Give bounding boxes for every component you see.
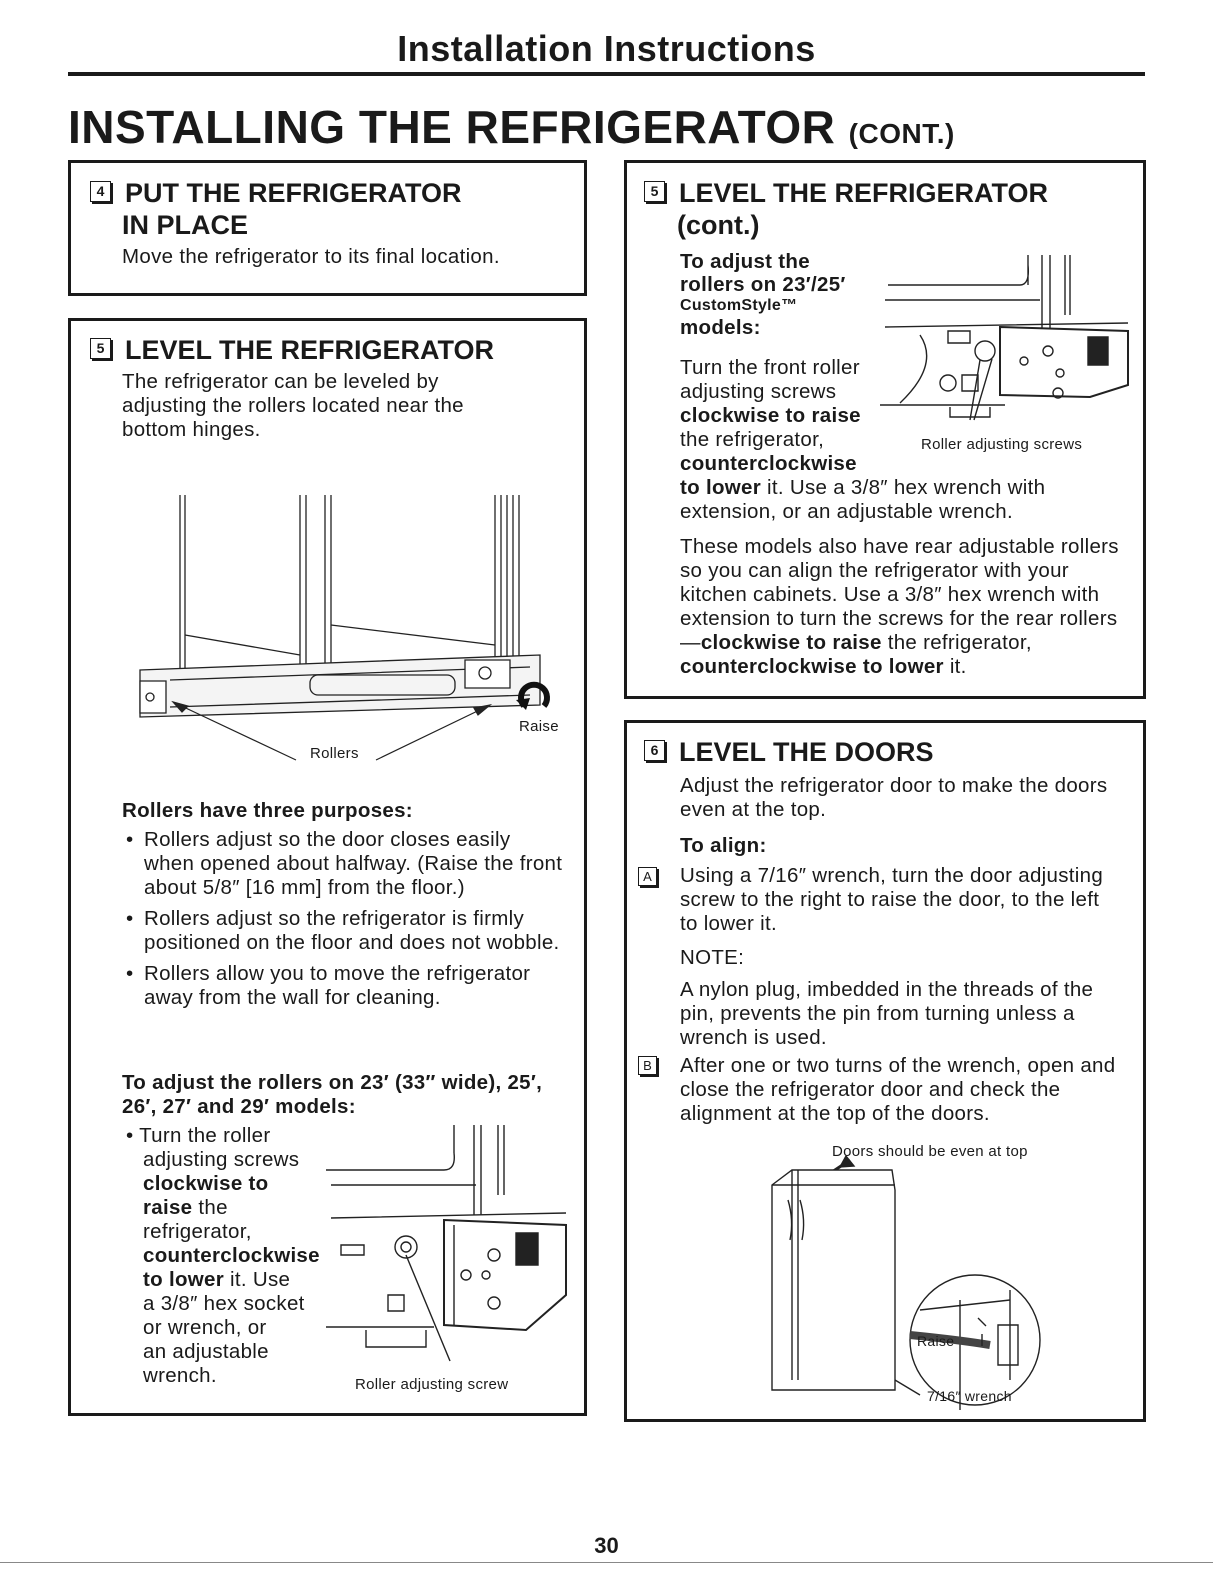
rear-rollers-part: it. <box>943 655 967 678</box>
customstyle-line: counterclockwise <box>680 452 857 475</box>
adjust-line: it. Use <box>224 1268 291 1291</box>
purpose-item: • Rollers adjust so the door closes easily when opened about halfway. (Raise the front about 5/8″ [16 mm] from the floor.) <box>124 828 564 900</box>
customstyle-heading-line: models: <box>680 316 761 339</box>
adjust-line: wrench. <box>143 1364 217 1387</box>
step-b-marker: B <box>638 1056 657 1075</box>
step5-intro: The refrigerator can be leveled by adjusting the rollers located near the bottom hinges. <box>122 370 464 441</box>
step5-cont-title-line2: (cont.) <box>677 210 760 240</box>
step4-number: 4 <box>90 181 111 202</box>
step-a-marker: A <box>638 867 657 886</box>
step6-number: 6 <box>644 740 665 761</box>
step4-title-line2: IN PLACE <box>122 210 249 240</box>
customstyle-roller-illustration <box>880 255 1130 435</box>
step5-title <box>90 334 494 366</box>
adjust-line: an adjustable <box>143 1340 269 1363</box>
note-heading: NOTE: <box>680 946 745 969</box>
customstyle-line: extension, or an adjustable wrench. <box>680 500 1014 523</box>
page-heading-main: INSTALLING THE REFRIGERATOR <box>68 101 836 153</box>
rollers-label: Rollers <box>310 745 359 762</box>
bottom-rule <box>0 1562 1213 1563</box>
step4-title <box>90 177 462 241</box>
adjust-line: refrigerator, <box>143 1220 252 1243</box>
customstyle-heading-line: CustomStyle™ <box>680 297 798 314</box>
page-heading-cont: (CONT.) <box>848 118 955 149</box>
adjust-line: the <box>192 1196 228 1219</box>
roller-screw-caption: Roller adjusting screw <box>355 1376 509 1393</box>
roller-screw-illustration <box>326 1125 576 1375</box>
step5-cont-number: 5 <box>644 181 665 202</box>
purpose-item: • Rollers allow you to move the refrigerator away from the wall for cleaning. <box>124 962 564 1010</box>
purposes-list <box>124 828 564 1017</box>
customstyle-line: to lower <box>680 476 761 499</box>
adjust-line: Turn the roller <box>139 1124 271 1147</box>
adjust-line: a 3/8″ hex socket <box>143 1292 305 1315</box>
wrench-label: 7/16″ wrench <box>927 1388 1012 1404</box>
customstyle-line: clockwise to raise <box>680 404 861 427</box>
adjust-rollers-heading: To adjust the rollers on 23′ (33″ wide), 25′, 26′, 27′ and 29′ models: <box>122 1071 543 1118</box>
step5-cont-title-line1: LEVEL THE REFRIGERATOR <box>679 178 1049 208</box>
step5-number: 5 <box>90 338 111 359</box>
step-a-text: Using a 7/16″ wrench, turn the door adjusting screw to the right to raise the door, to the left to lower it. <box>680 864 1104 935</box>
adjust-line: to lower <box>143 1268 224 1291</box>
rear-rollers-part: These models also have rear adjustable rollers so you can align the refrigerator with your kitchen cabinets. Use a 3/8″ hex wrench with extension to turn the screws for the rear rollers— <box>680 535 1119 654</box>
rear-rollers-part: the refrigerator, <box>881 631 1032 654</box>
step6-title-text: LEVEL THE DOORS <box>679 737 934 767</box>
header-title: Installation Instructions <box>397 28 816 69</box>
page-heading <box>68 100 955 154</box>
page-number: 30 <box>594 1533 619 1558</box>
step5-title-text: LEVEL THE REFRIGERATOR <box>125 335 495 365</box>
step5-cont-title <box>644 177 1048 241</box>
adjust-line: clockwise to <box>143 1172 269 1195</box>
rear-rollers-part: counterclockwise to lower <box>680 655 944 678</box>
customstyle-line: the refrigerator, <box>680 428 825 451</box>
note-text: A nylon plug, imbedded in the threads of the pin, prevents the pin from turning unless a wrench is used. <box>680 978 1094 1049</box>
rear-rollers-part: clockwise to raise <box>700 631 882 654</box>
to-align-heading: To align: <box>680 834 767 857</box>
customstyle-heading-line: To adjust the <box>680 250 810 273</box>
adjust-rollers-text: • Turn the roller adjusting screws clockwise to raise the refrigerator, counterclockwise to lower it. Use a 3/8″ hex socket or wrench, or an adjustable wrench. <box>126 1124 331 1388</box>
raise-label: Raise <box>519 718 559 735</box>
customstyle-line: it. Use a 3/8″ hex wrench with <box>761 476 1046 499</box>
adjust-line: adjusting screws <box>143 1148 300 1171</box>
adjust-line: counterclockwise <box>143 1244 320 1267</box>
doors-even-label: Doors should be even at top <box>832 1143 1028 1160</box>
header-rule <box>68 72 1145 76</box>
step4-text: Move the refrigerator to its final location. <box>122 245 500 268</box>
purpose-item: • Rollers adjust so the refrigerator is firmly positioned on the floor and does not wobble. <box>124 907 564 955</box>
raise-door-label: Raise <box>917 1333 955 1349</box>
step6-intro: Adjust the refrigerator door to make the doors even at the top. <box>680 774 1108 821</box>
rollers-leader-lines <box>168 700 508 780</box>
step-b-text: After one or two turns of the wrench, open and close the refrigerator door and check the alignment at the top of the doors. <box>680 1054 1116 1125</box>
customstyle-line: adjusting screws <box>680 380 837 403</box>
doors-illustration <box>760 1140 1050 1410</box>
raise-arrow-icon <box>514 672 554 712</box>
customstyle-heading-line: rollers on 23′/25′ <box>680 273 846 296</box>
step4-title-line1: PUT THE REFRIGERATOR <box>125 178 462 208</box>
step6-title <box>644 736 934 768</box>
rear-rollers-text <box>680 535 1120 679</box>
customstyle-screws-caption: Roller adjusting screws <box>921 436 1083 453</box>
purposes-heading: Rollers have three purposes: <box>122 799 413 822</box>
adjust-line: raise <box>143 1196 193 1219</box>
adjust-line: or wrench, or <box>143 1316 267 1339</box>
customstyle-heading <box>680 250 890 339</box>
customstyle-line: Turn the front roller <box>680 356 860 379</box>
